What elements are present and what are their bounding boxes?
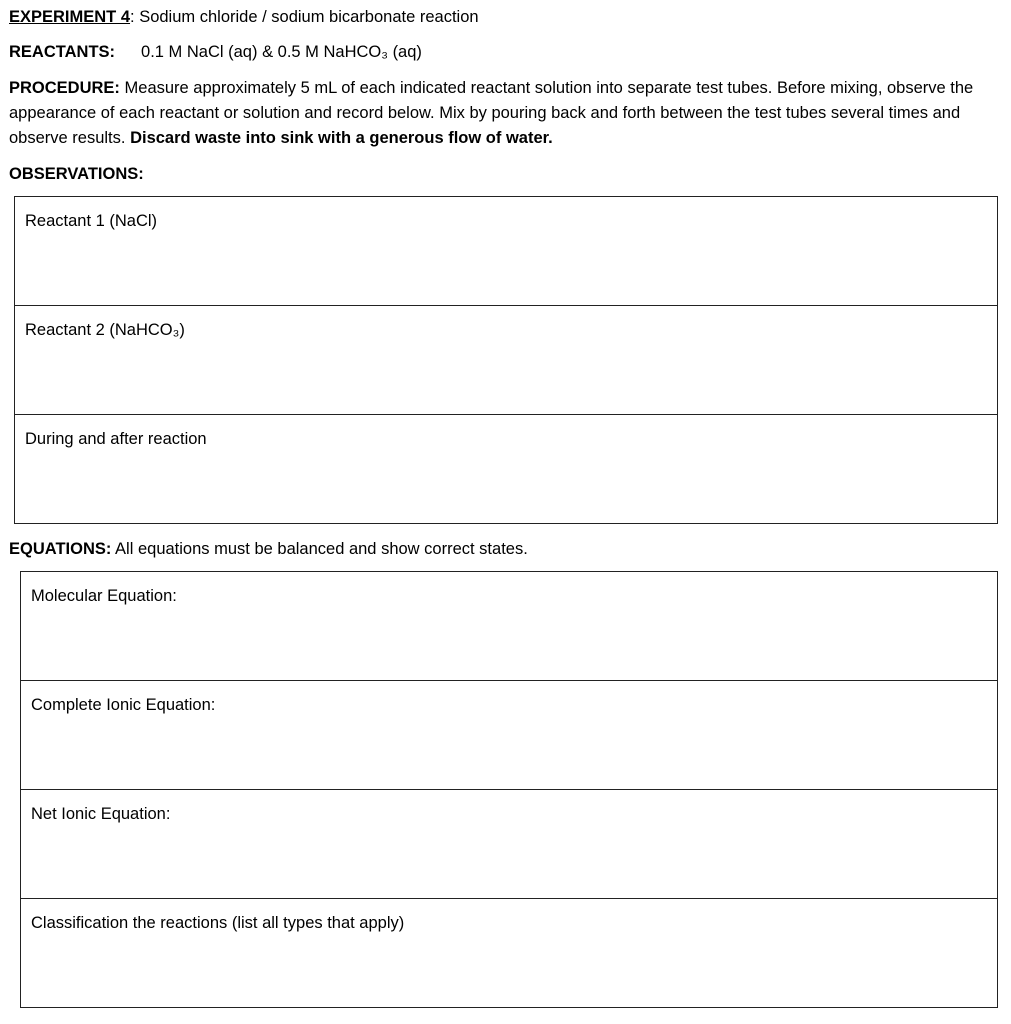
equation-cell-classification[interactable] [21,899,997,1007]
equation-cell-net-ionic[interactable] [21,790,997,899]
experiment-label: EXPERIMENT 4 [9,8,131,26]
reactants-label: REACTANTS: [9,43,116,61]
equations-table [20,571,998,1008]
observations-header: OBSERVATIONS: [9,165,144,183]
procedure-text: Measure approximately 5 mL of each indicated reactant solution into separate test tubes. Before mixing, observe the appearance of each reactant or solution and record below. Mix by pouring back and forth between the test tubes several times and observe results. [9,79,974,147]
observation-label-reactant-2: Reactant 2 (NaHCO₃) [25,321,185,339]
experiment-title: : Sodium chloride / sodium bicarbonate reaction [130,8,479,26]
experiment-heading [9,5,479,29]
reactants-value: 0.1 M NaCl (aq) & 0.5 M NaHCO₃ (aq) [141,43,422,61]
observations-table [14,196,998,524]
equation-label-net-ionic: Net Ionic Equation: [31,805,171,823]
procedure-label: PROCEDURE: [9,79,120,97]
equation-cell-molecular[interactable] [21,572,997,681]
observation-cell-reactant-1[interactable] [15,197,997,306]
equations-heading [9,537,528,561]
procedure-warning: Discard waste into sink with a generous flow of water. [130,129,553,147]
equation-label-classification: Classification the reactions (list all types that apply) [31,914,405,932]
equation-label-molecular: Molecular Equation: [31,587,177,605]
equation-label-complete-ionic: Complete Ionic Equation: [31,696,216,714]
reactants-line [9,40,422,64]
observation-label-reaction: During and after reaction [25,430,207,448]
equations-label: EQUATIONS: [9,540,112,558]
observation-cell-reaction[interactable] [15,415,997,523]
equations-instruction: All equations must be balanced and show correct states. [111,540,528,558]
equation-cell-complete-ionic[interactable] [21,681,997,790]
observation-label-reactant-1: Reactant 1 (NaCl) [25,212,158,230]
procedure-paragraph [9,76,1004,151]
observation-cell-reactant-2[interactable] [15,306,997,415]
